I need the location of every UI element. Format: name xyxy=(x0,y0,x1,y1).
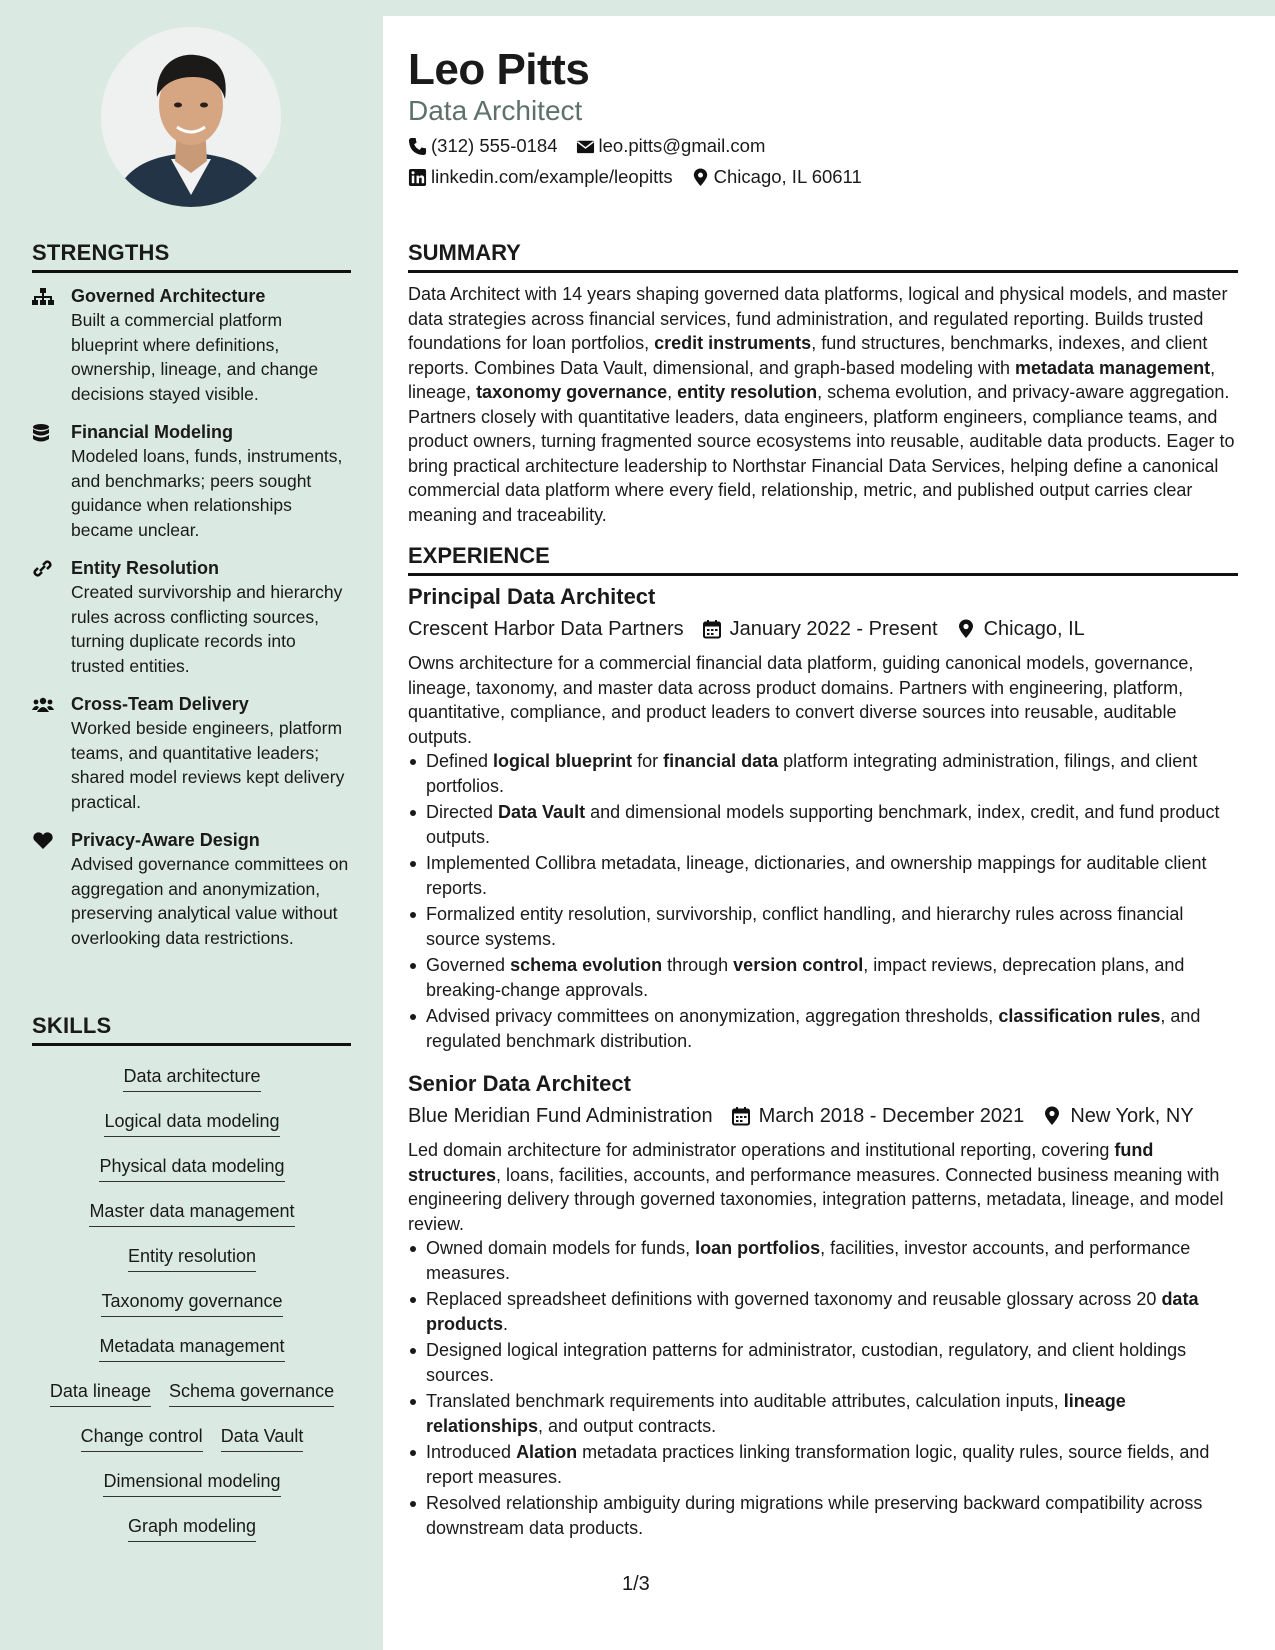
strength-desc: Created survivorship and hierarchy rules across conflicting sources, turning duplicate records into trusted entities. xyxy=(71,582,343,676)
skill-tag: Schema governance xyxy=(169,1379,334,1407)
strength-item xyxy=(32,284,352,406)
sitemap-icon xyxy=(32,284,71,406)
bullet-item: Formalized entity resolution, survivorship, conflict handling, and hierarchy rules across financial source systems. xyxy=(408,902,1238,951)
profile-photo xyxy=(101,27,281,207)
location-text: Chicago, IL 60611 xyxy=(713,166,862,187)
job-location: Chicago, IL xyxy=(983,618,1085,640)
summary-keyword: taxonomy governance xyxy=(476,382,668,402)
map-pin-icon xyxy=(1042,1106,1062,1126)
job-description: Led domain architecture for administrator operations and institutional reporting, covering fund structures, loans, facilities, accounts, and performance measures. Connected business meaning with engineering delivery through governed taxonomies, integration patterns, metadata, lineage, and model review. xyxy=(408,1140,1224,1234)
strength-item xyxy=(32,828,352,950)
calendar-icon xyxy=(731,1106,751,1126)
bullet-item: Directed Data Vault and dimensional models supporting benchmark, index, credit, and fund product outputs. xyxy=(408,800,1238,849)
email-contact[interactable] xyxy=(576,134,766,158)
strength-title: Entity Resolution xyxy=(71,558,219,578)
summary-part: , schema evolution, and privacy-aware aggregation. Partners closely with quantitative leaders, data engineers, platform engineers, compliance teams, and product owners, turning fragmented source ecosystems into reusable, auditable data products. Eager to bring practical architecture leadership to Northstar Financial Data Services, helping define a canonical commercial data platform where every field, relationship, metric, and published output carries clear meaning and traceability. xyxy=(408,382,1235,525)
strength-title: Privacy-Aware Design xyxy=(71,830,260,850)
candidate-name: Leo Pitts xyxy=(408,45,590,94)
job-title: Principal Data Architect xyxy=(408,584,656,609)
summary-part: , lineage, xyxy=(408,357,1216,402)
job-bullets xyxy=(408,749,1238,1053)
bullet-item: Resolved relationship ambiguity during migrations while preserving backward compatibility across downstream data products. xyxy=(408,1491,1238,1540)
job-entry-1 xyxy=(408,583,1238,1055)
job-meta xyxy=(408,1102,1238,1130)
email-text: leo.pitts@gmail.com xyxy=(598,135,766,156)
phone-icon xyxy=(408,137,427,156)
skill-tag: Dimensional modeling xyxy=(103,1469,280,1497)
skill-tag: Data lineage xyxy=(50,1379,151,1407)
strength-item xyxy=(32,692,352,814)
skill-tag: Physical data modeling xyxy=(99,1154,284,1182)
experience-heading: EXPERIENCE xyxy=(408,543,1238,576)
users-icon xyxy=(32,692,71,814)
strength-title: Cross-Team Delivery xyxy=(71,694,249,714)
bullet-item: Designed logical integration patterns for administrator, custodian, regulatory, and client holdings sources. xyxy=(408,1338,1238,1387)
strengths-list xyxy=(32,284,352,964)
skill-tag: Entity resolution xyxy=(128,1244,256,1272)
link-icon xyxy=(32,556,71,678)
bullet-item: Defined logical blueprint for financial data platform integrating administration, filings, and client portfolios. xyxy=(408,749,1238,798)
candidate-title: Data Architect xyxy=(408,95,583,126)
map-pin-icon xyxy=(956,619,976,639)
summary-part: , fund structures, benchmarks, indexes, and client reports. Combines Data Vault, dimensional, and graph-based modeling with xyxy=(408,333,1208,378)
company-name: Blue Meridian Fund Administration xyxy=(408,1105,713,1127)
calendar-icon xyxy=(702,619,722,639)
company-name: Crescent Harbor Data Partners xyxy=(408,618,684,640)
bullet-item: Implemented Collibra metadata, lineage, dictionaries, and ownership mappings for auditable client reports. xyxy=(408,851,1238,900)
contact-row xyxy=(408,165,880,189)
strength-title: Financial Modeling xyxy=(71,422,234,442)
summary-heading: SUMMARY xyxy=(408,240,1238,273)
page-number: 1/3 xyxy=(622,1573,650,1595)
summary-part: Data Architect with 14 years shaping governed data platforms, logical and physical models, and master data strategies across financial services, fund administration, and regulated reporting. Builds trusted foundations for loan portfolios, xyxy=(408,284,1228,353)
skill-tag: Taxonomy governance xyxy=(101,1289,282,1317)
skills-list xyxy=(32,1064,352,1559)
skill-tag: Data architecture xyxy=(123,1064,260,1092)
bullet-item: Replaced spreadsheet definitions with governed taxonomy and reusable glossary across 20 data products. xyxy=(408,1287,1238,1336)
database-icon xyxy=(32,420,71,542)
strength-title: Governed Architecture xyxy=(71,286,266,306)
skill-tag: Master data management xyxy=(89,1199,294,1227)
linkedin-contact[interactable] xyxy=(408,165,673,189)
skills-heading: SKILLS xyxy=(32,1013,351,1046)
summary-part: , xyxy=(667,382,678,402)
map-pin-icon xyxy=(691,168,710,187)
strength-desc: Built a commercial platform blueprint where definitions, ownership, lineage, and change decisions stayed visible. xyxy=(71,310,319,404)
job-description: Owns architecture for a commercial financial data platform, guiding canonical models, governance, lineage, taxonomy, and master data across product domains. Partners with engineering, platform, quantitative, compliance, and product leaders to convert diverse sources into reusable, auditable outputs. xyxy=(408,653,1194,747)
strength-item xyxy=(32,420,352,542)
strength-item xyxy=(32,556,352,678)
bullet-item: Owned domain models for funds, loan portfolios, facilities, investor accounts, and performance measures. xyxy=(408,1236,1238,1285)
skill-tag: Change control xyxy=(81,1424,203,1452)
skill-tag: Metadata management xyxy=(99,1334,284,1362)
strength-desc: Modeled loans, funds, instruments, and benchmarks; peers sought guidance when relationships became unclear. xyxy=(71,446,343,540)
summary-keyword: credit instruments xyxy=(654,333,812,353)
linkedin-icon xyxy=(408,168,427,187)
envelope-icon xyxy=(576,137,595,156)
job-dates: January 2022 - Present xyxy=(729,618,938,640)
skill-tag: Graph modeling xyxy=(128,1514,256,1542)
bullet-item: Translated benchmark requirements into auditable attributes, calculation inputs, lineage relationships, and output contracts. xyxy=(408,1389,1238,1438)
job-location: New York, NY xyxy=(1070,1105,1194,1127)
heart-icon xyxy=(32,828,71,950)
bullet-item: Advised privacy committees on anonymization, aggregation thresholds, classification rules, and regulated benchmark distribution. xyxy=(408,1004,1238,1053)
strength-desc: Advised governance committees on aggregation and anonymization, preserving analytical value without overlooking data restrictions. xyxy=(71,854,349,948)
job-meta xyxy=(408,615,1238,643)
job-bullets xyxy=(408,1236,1238,1540)
linkedin-text: linkedin.com/example/leopitts xyxy=(431,166,673,187)
bullet-item: Introduced Alation metadata practices linking transformation logic, quality rules, source fields, and report measures. xyxy=(408,1440,1238,1489)
phone-contact[interactable] xyxy=(408,134,558,158)
job-entry-2 xyxy=(408,1070,1238,1542)
strengths-heading: STRENGTHS xyxy=(32,240,351,273)
summary-text xyxy=(408,282,1238,527)
job-title: Senior Data Architect xyxy=(408,1071,631,1096)
strength-desc: Worked beside engineers, platform teams, and quantitative leaders; shared model reviews kept delivery practical. xyxy=(71,718,345,812)
contact-row xyxy=(408,134,783,158)
skill-tag: Data Vault xyxy=(221,1424,304,1452)
skill-tag: Logical data modeling xyxy=(104,1109,279,1137)
bullet-item: Governed schema evolution through version control, impact reviews, deprecation plans, and breaking-change approvals. xyxy=(408,953,1238,1002)
location-contact xyxy=(691,165,862,189)
summary-keyword: metadata management xyxy=(1015,357,1211,378)
job-dates: March 2018 - December 2021 xyxy=(758,1105,1025,1127)
phone-text: (312) 555-0184 xyxy=(431,135,558,156)
summary-keyword: entity resolution xyxy=(677,382,818,402)
